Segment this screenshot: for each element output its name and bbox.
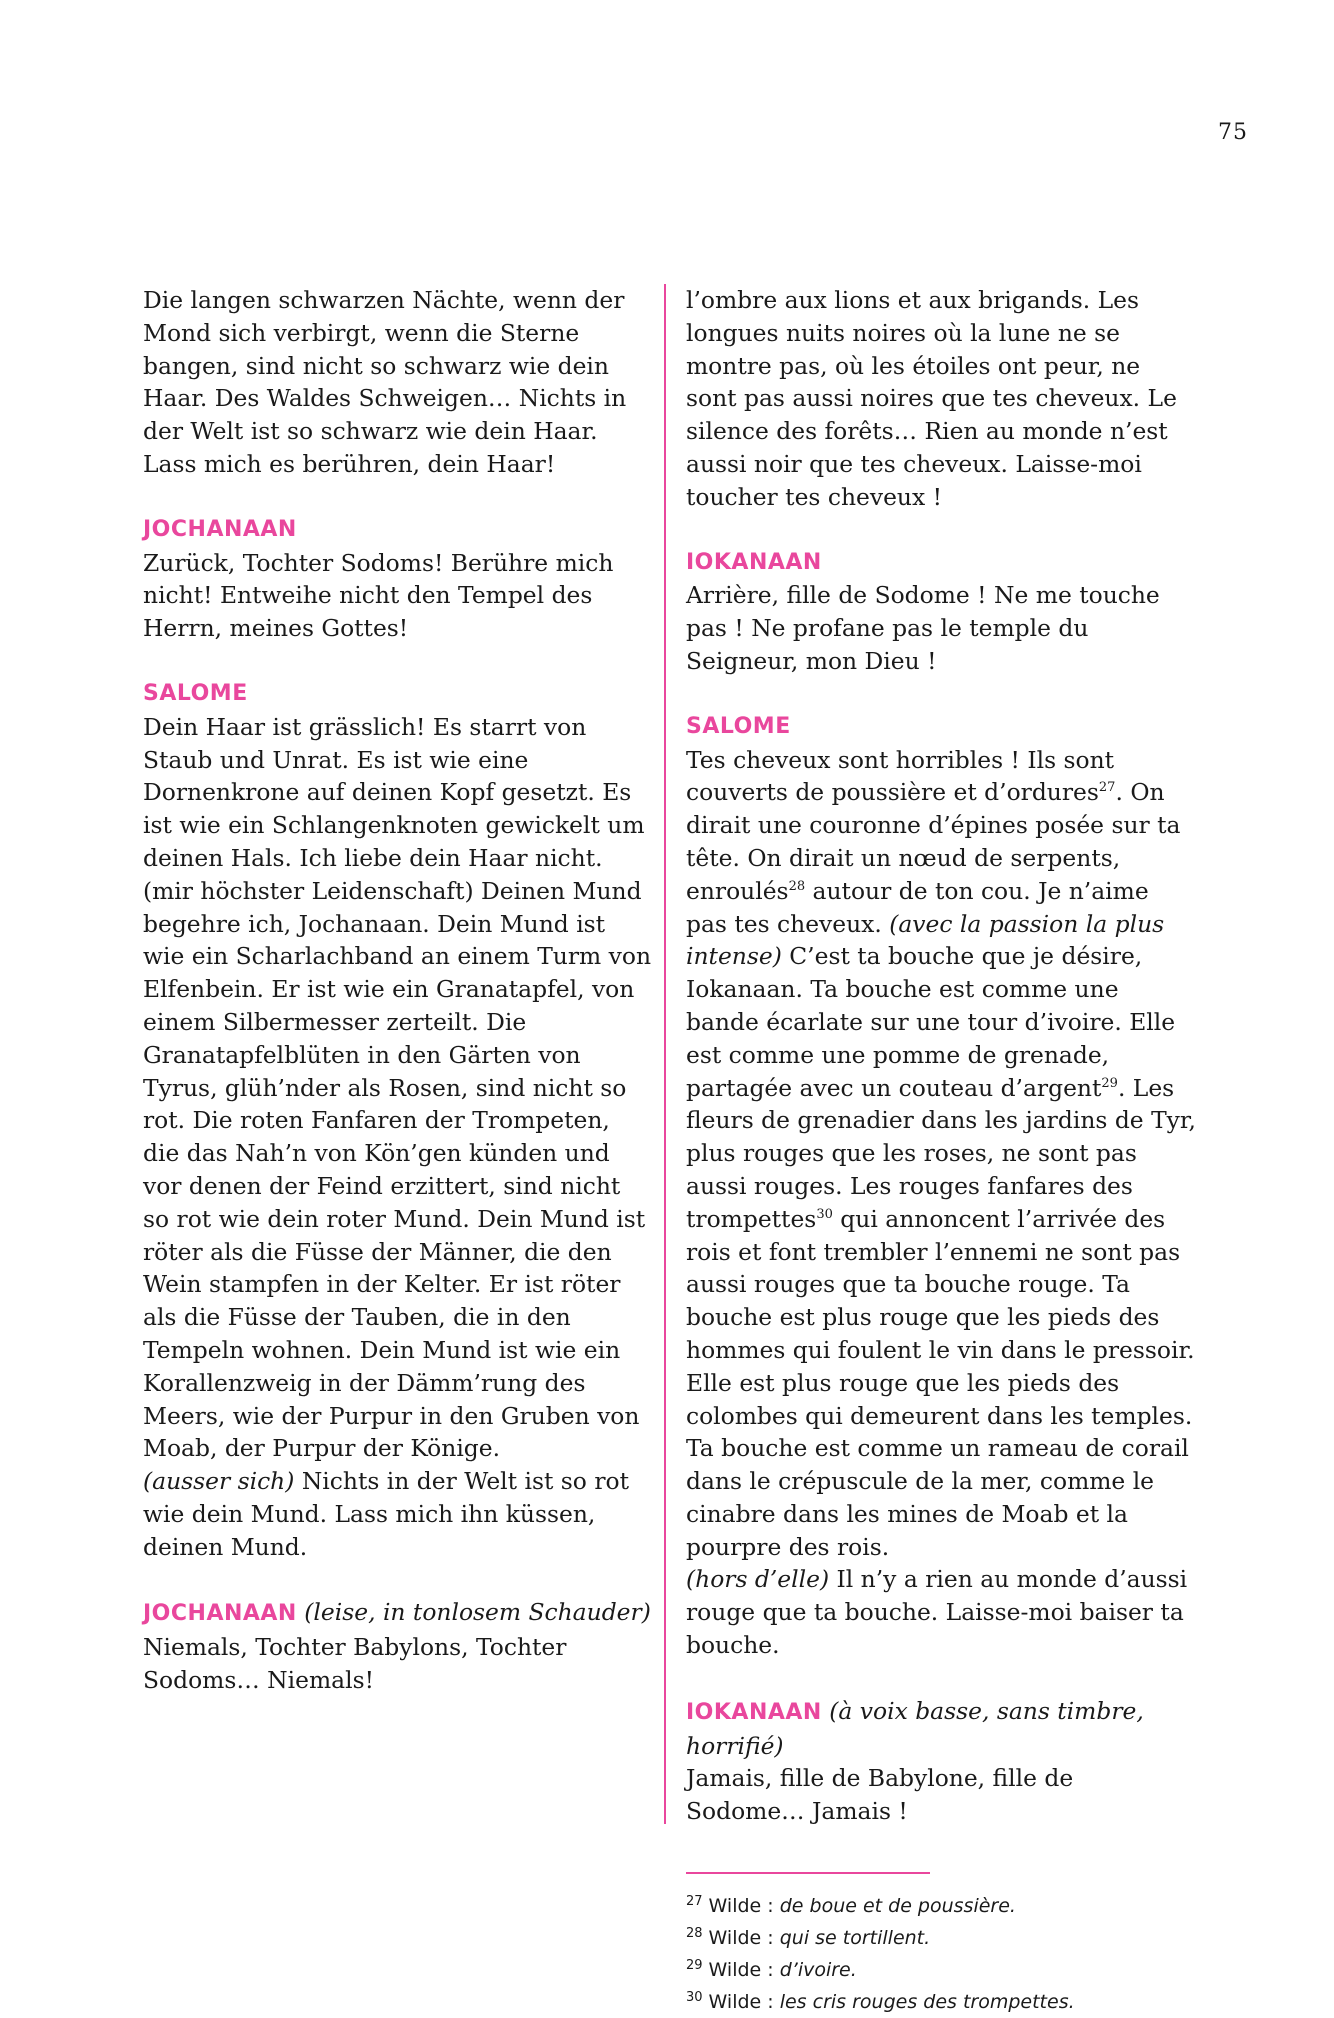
footnote-item [686, 1954, 1196, 1986]
stage-direction: (hors d’elle) [686, 1565, 830, 1594]
german-paragraph: Zurück, Tochter Sodoms! Berühre mich nicht! Entweihe nicht den Tempel des Herrn, meines Gottes! [143, 548, 614, 643]
german-paragraph: Niemals, Tochter Babylons, Tochter Sodoms… Niemals! [143, 1633, 567, 1695]
footnote-item [686, 1986, 1196, 2018]
speaker-line [143, 1596, 653, 1631]
french-paragraph: Jamais, fille de Babylone, fille de Sodome… Jamais ! [686, 1764, 1074, 1826]
footnote-text: d’ivoire. [779, 1959, 857, 1982]
speaker-label: SALOME [143, 680, 248, 706]
dialogue-text: C’est ta bouche que je désire, Iokanaan. Ta bouche est comme une bande écarlate sur une tour d’ivoire. Elle est comme une pomme de grenade, partagée avec un couteau d’argent [686, 942, 1176, 1102]
dialogue-text: qui annoncent l’arrivée des rois et font trembler l’ennemi ne sont pas aussi rouges que ta bouche rouge. Ta bouche est plus rouge que les pieds des hommes qui foulent le vin dans le pressoir. Elle est plus rouge que les pieds des colombes qui demeurent dans les temples. Ta bouche est comme un rameau de corail dans le crépuscule de la mer, comme le cinabre dans les mines de Moab et la pourpre des rois. [686, 1204, 1195, 1561]
dialogue-text: autour de ton cou. Je n’aime pas tes cheveux. [686, 876, 1149, 938]
german-column [143, 284, 653, 1730]
dialogue-text: Il n’y a rien au monde d’aussi rouge que ta bouche. Laisse-moi baiser ta bouche. [686, 1565, 1188, 1660]
footnote-number: 27 [686, 1893, 703, 1909]
footnote-text: les cris rouges des trompettes. [779, 1991, 1075, 2014]
speaker-label: IOKANAAN [686, 549, 822, 575]
column-divider [664, 284, 666, 1824]
german-paragraph [143, 711, 653, 1564]
french-paragraph: Arrière, fille de Sodome ! Ne me touche pas ! Ne profane pas le temple du Seigneur, mon Dieu ! [686, 581, 1160, 675]
french-column [686, 284, 1196, 2018]
footnote-ref[interactable]: 28 [788, 878, 806, 894]
french-passage-2 [686, 547, 1196, 678]
german-passage-2 [143, 514, 653, 645]
speaker-label: IOKANAAN [686, 1699, 822, 1725]
footnote-rule [686, 1872, 930, 1874]
dialogue-text: . On dirait une couronne d’épines posée sur ta tête. On dirait un nœud de serpents, enroulés [686, 778, 1181, 905]
speaker-label: SALOME [686, 713, 791, 739]
footnote-item [686, 1890, 1196, 1922]
footnotes [686, 1890, 1196, 2018]
dialogue-text: Tes cheveux sont horribles ! Ils sont couverts de poussière et d’ordures [686, 745, 1115, 807]
french-paragraph: l’ombre aux lions et aux brigands. Les longues nuits noires où la lune ne se montre pas, où les étoiles ont peur, ne sont pas aussi noires que tes cheveux. Le silence des forêts… Rien au monde n’est aussi noir que tes cheveux. Laisse-moi toucher tes cheveux ! [686, 286, 1177, 511]
footnote-number: 28 [686, 1925, 703, 1941]
french-passage-4 [686, 1695, 1196, 1828]
dialogue-text: Dein Haar ist grässlich! Es starrt von Staub und Unrat. Es ist wie eine Dornenkrone auf deinen Kopf gesetzt. Es ist wie ein Schlangenknoten gewickelt um deinen Hals. Ich liebe dein Haar nicht. (mir höchster Leidenschaft) Deinen Mund begehre ich, Jochanaan. Dein Mund ist wie ein Scharlachband an einem Turm von Elfenbein. Er ist wie ein Granatapfel, von einem Silbermesser zerteilt. Die Granatapfelblüten in den Gärten von Tyrus, glüh’nder als Rosen, sind nicht so rot. Die roten Fanfaren der Trompeten, die das Nah’n von Kön’gen künden und vor denen der Feind erzittert, sind nicht so rot wie dein roter Mund. Dein Mund ist röter als die Füsse der Männer, die den Wein stampfen in der Kelter. Er ist röter als die Füsse der Tauben, die in den Tempeln wohnen. Dein Mund ist wie ein Korallenzweig in der Dämm’rung des Meers, wie der Purpur in den Gruben von Moab, der Purpur der Könige. [143, 712, 652, 1463]
french-passage-3 [686, 711, 1196, 1662]
footnote-number: 30 [686, 1989, 703, 2005]
stage-direction: (avec la passion la plus intense) [686, 909, 1165, 971]
french-paragraph [686, 744, 1196, 1662]
speaker-line [686, 1695, 1196, 1763]
stage-direction: (à voix basse, sans timbre, horrifié) [686, 1696, 1144, 1760]
footnote-prefix: Wilde : [708, 1927, 780, 1950]
dialogue-text: . Les fleurs de grenadier dans les jardins de Tyr, plus rouges que les roses, ne sont pas aussi rouges. Les rouges fanfares des trompettes [686, 1073, 1196, 1233]
stage-direction: (leise, in tonlosem Schauder) [304, 1598, 651, 1627]
footnote-number: 29 [686, 1957, 703, 1973]
footnote-prefix: Wilde : [708, 1991, 780, 2014]
speaker-label: JOCHANAAN [143, 1601, 297, 1627]
stage-direction: (ausser sich) [143, 1467, 295, 1496]
german-passage-3 [143, 678, 653, 1564]
german-passage-1 [143, 284, 653, 481]
dialogue-text: Nichts in der Welt ist so rot wie dein Mund. Lass mich ihn küssen, deinen Mund. [143, 1467, 629, 1561]
page-number: 75 [1218, 120, 1248, 145]
french-passage-1 [686, 284, 1196, 514]
footnote-ref[interactable]: 29 [1101, 1075, 1118, 1091]
footnote-prefix: Wilde : [708, 1895, 780, 1918]
footnote-item [686, 1922, 1196, 1954]
footnote-ref[interactable]: 27 [1098, 780, 1116, 796]
german-paragraph: Die langen schwarzen Nächte, wenn der Mond sich verbirgt, wenn die Sterne bangen, sind nicht so schwarz wie dein Haar. Des Waldes Schweigen… Nichts in der Welt ist so schwarz wie dein Haar. Lass mich es berühren, dein Haar! [143, 286, 627, 478]
footnote-prefix: Wilde : [708, 1959, 780, 1982]
german-passage-4 [143, 1596, 653, 1696]
footnote-text: de boue et de poussière. [779, 1895, 1016, 1918]
speaker-label: JOCHANAAN [143, 516, 297, 542]
footnote-ref[interactable]: 30 [816, 1206, 833, 1222]
footnote-text: qui se tortillent. [779, 1927, 931, 1950]
